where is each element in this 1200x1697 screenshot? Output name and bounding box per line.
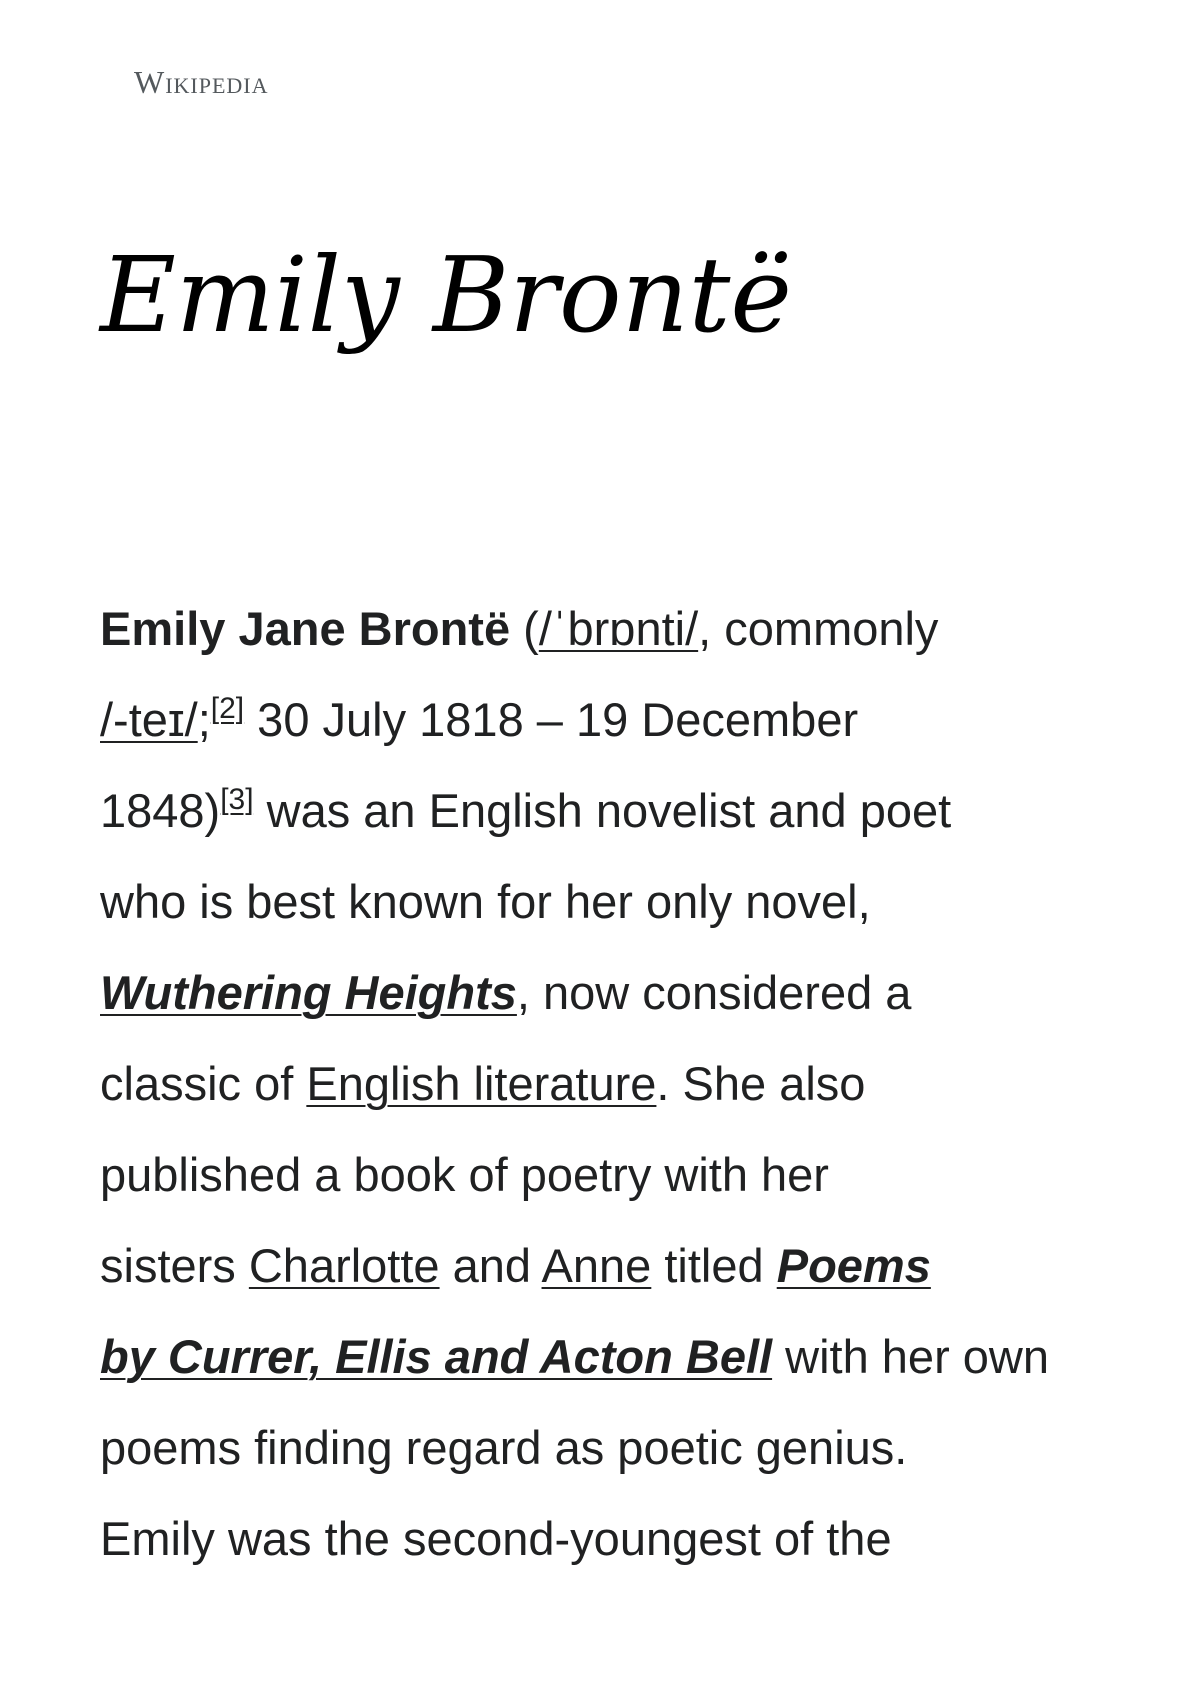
ipa-alt-pronunciation-link[interactable]: /-teɪ/: [100, 693, 198, 746]
text-run: poems finding regard as poetic genius.: [100, 1421, 908, 1474]
text-run: published a book of poetry with her: [100, 1148, 829, 1201]
text-run: with her own: [772, 1330, 1049, 1383]
paragraph-line-7: [100, 1129, 1120, 1220]
citation-ref-3[interactable]: [220, 783, 253, 816]
citation-ref-2[interactable]: [211, 692, 244, 725]
page-title: Emily Brontë: [100, 234, 792, 356]
text-run: and: [439, 1239, 542, 1292]
ipa-pronunciation-link[interactable]: /ˈbrɒnti/: [538, 602, 699, 655]
text-run: ;: [197, 693, 211, 746]
anne-link[interactable]: Anne: [541, 1239, 652, 1292]
text-run: , now considered a: [516, 966, 912, 1019]
text-run: classic of: [100, 1057, 307, 1110]
paragraph-line-1: [100, 583, 1120, 674]
text-run: sisters: [100, 1239, 249, 1292]
paragraph-line-9: [100, 1311, 1120, 1402]
paragraph-line-2: [100, 674, 1120, 765]
wuthering-heights-link[interactable]: Wuthering Heights: [100, 966, 517, 1019]
lead-paragraph: [100, 583, 1120, 1584]
text-run: Emily was the second-youngest of the: [100, 1512, 892, 1565]
subject-name: Emily Jane Brontë: [100, 602, 511, 655]
charlotte-link[interactable]: Charlotte: [248, 1239, 440, 1292]
paragraph-line-3: [100, 765, 1120, 856]
text-run: 1848): [100, 784, 221, 837]
life-dates: 30 July 1818 – 19 December: [244, 693, 859, 746]
wikipedia-wordmark-logo[interactable]: Wikipedia: [134, 64, 269, 100]
paragraph-line-8: [100, 1220, 1120, 1311]
text-run: was an English novelist and poet: [253, 784, 952, 837]
paragraph-line-5: [100, 947, 1120, 1038]
text-run: who is best known for her only novel,: [100, 875, 871, 928]
poems-book-link-continued[interactable]: by Currer, Ellis and Acton Bell: [100, 1330, 773, 1383]
text-run: , commonly: [698, 602, 939, 655]
poems-book-link[interactable]: Poems: [776, 1239, 931, 1292]
citation-ref-3-label: [3]: [220, 783, 254, 816]
citation-ref-2-label: [2]: [210, 692, 245, 725]
paragraph-line-11: [100, 1493, 1120, 1584]
text-run: titled: [651, 1239, 777, 1292]
paragraph-line-4: [100, 856, 1120, 947]
paragraph-line-10: [100, 1402, 1120, 1493]
text-run: (: [510, 602, 539, 655]
english-literature-link[interactable]: English literature: [306, 1057, 657, 1110]
paragraph-line-6: [100, 1038, 1120, 1129]
text-run: . She also: [656, 1057, 866, 1110]
